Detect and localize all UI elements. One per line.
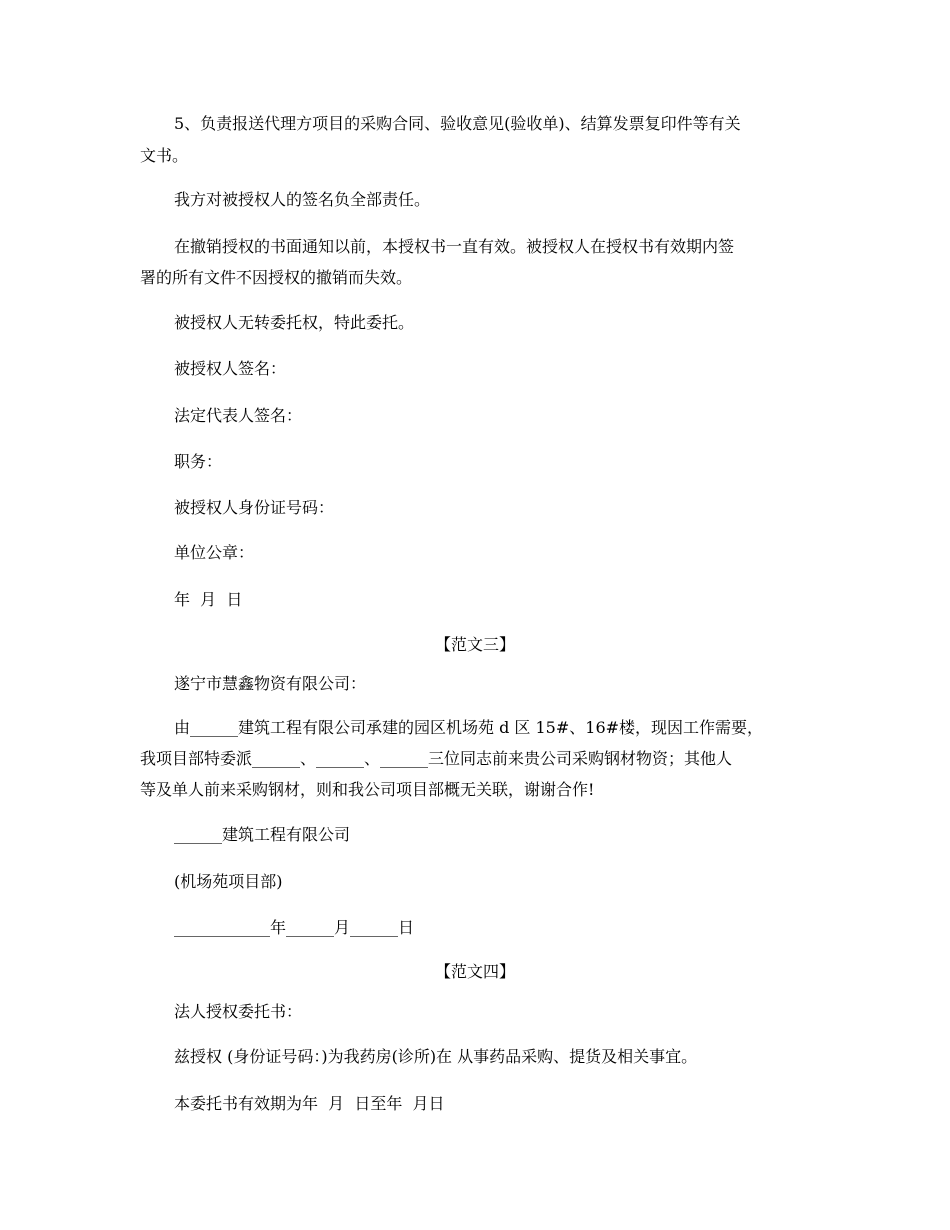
sample3-heading: 【范文三】 (434, 635, 515, 654)
no-sub-delegation-statement: 被授权人无转委托权，特此委托。 (174, 313, 415, 332)
sample3-body-line1: 由______建筑工程有限公司承建的园区机场苑 d 区 15#、16#楼，现因工作需要， (174, 718, 764, 737)
sample4-title: 法人授权委托书： (174, 1002, 303, 1021)
sample4-authorization: 兹授权 (身份证号码：)为我药房(诊所)在 从事药品采购、提货及相关事宜。 (174, 1047, 698, 1066)
authorized-signature-field: 被授权人签名： (174, 359, 287, 378)
item5-line2: 文书。 (140, 146, 189, 165)
sample3-signature-dept: (机场苑项目部) (174, 872, 283, 891)
sample3-date: ____________年______月______日 (174, 918, 415, 937)
validity-line2: 署的所有文件不因授权的撤销而失效。 (140, 268, 413, 287)
id-number-field: 被授权人身份证号码： (174, 498, 335, 517)
position-field: 职务： (174, 452, 223, 471)
responsibility-statement: 我方对被授权人的签名负全部责任。 (174, 190, 431, 209)
sample3-signature-company: ______建筑工程有限公司 (174, 825, 351, 844)
sample4-heading: 【范文四】 (434, 962, 515, 981)
sample3-addressee: 遂宁市慧鑫物资有限公司： (174, 674, 367, 693)
sample3-body-line2: 我项目部特委派______、______、______三位同志前来贵公司采购钢材物资；其他人 (140, 749, 733, 768)
validity-line1: 在撤销授权的书面通知以前，本授权书一直有效。被授权人在授权书有效期内签 (174, 237, 735, 256)
item5-line1: 5、负责报送代理方项目的采购合同、验收意见(验收单)、结算发票复印件等有关 (174, 114, 741, 133)
company-seal-field: 单位公章： (174, 543, 255, 562)
legal-rep-signature-field: 法定代表人签名： (174, 406, 303, 425)
date-field: 年 月 日 (174, 590, 243, 609)
sample4-validity: 本委托书有效期为年 月 日至年 月日 (174, 1094, 445, 1113)
sample3-body-line3: 等及单人前来采购钢材，则和我公司项目部概无关联，谢谢合作! (140, 780, 595, 799)
